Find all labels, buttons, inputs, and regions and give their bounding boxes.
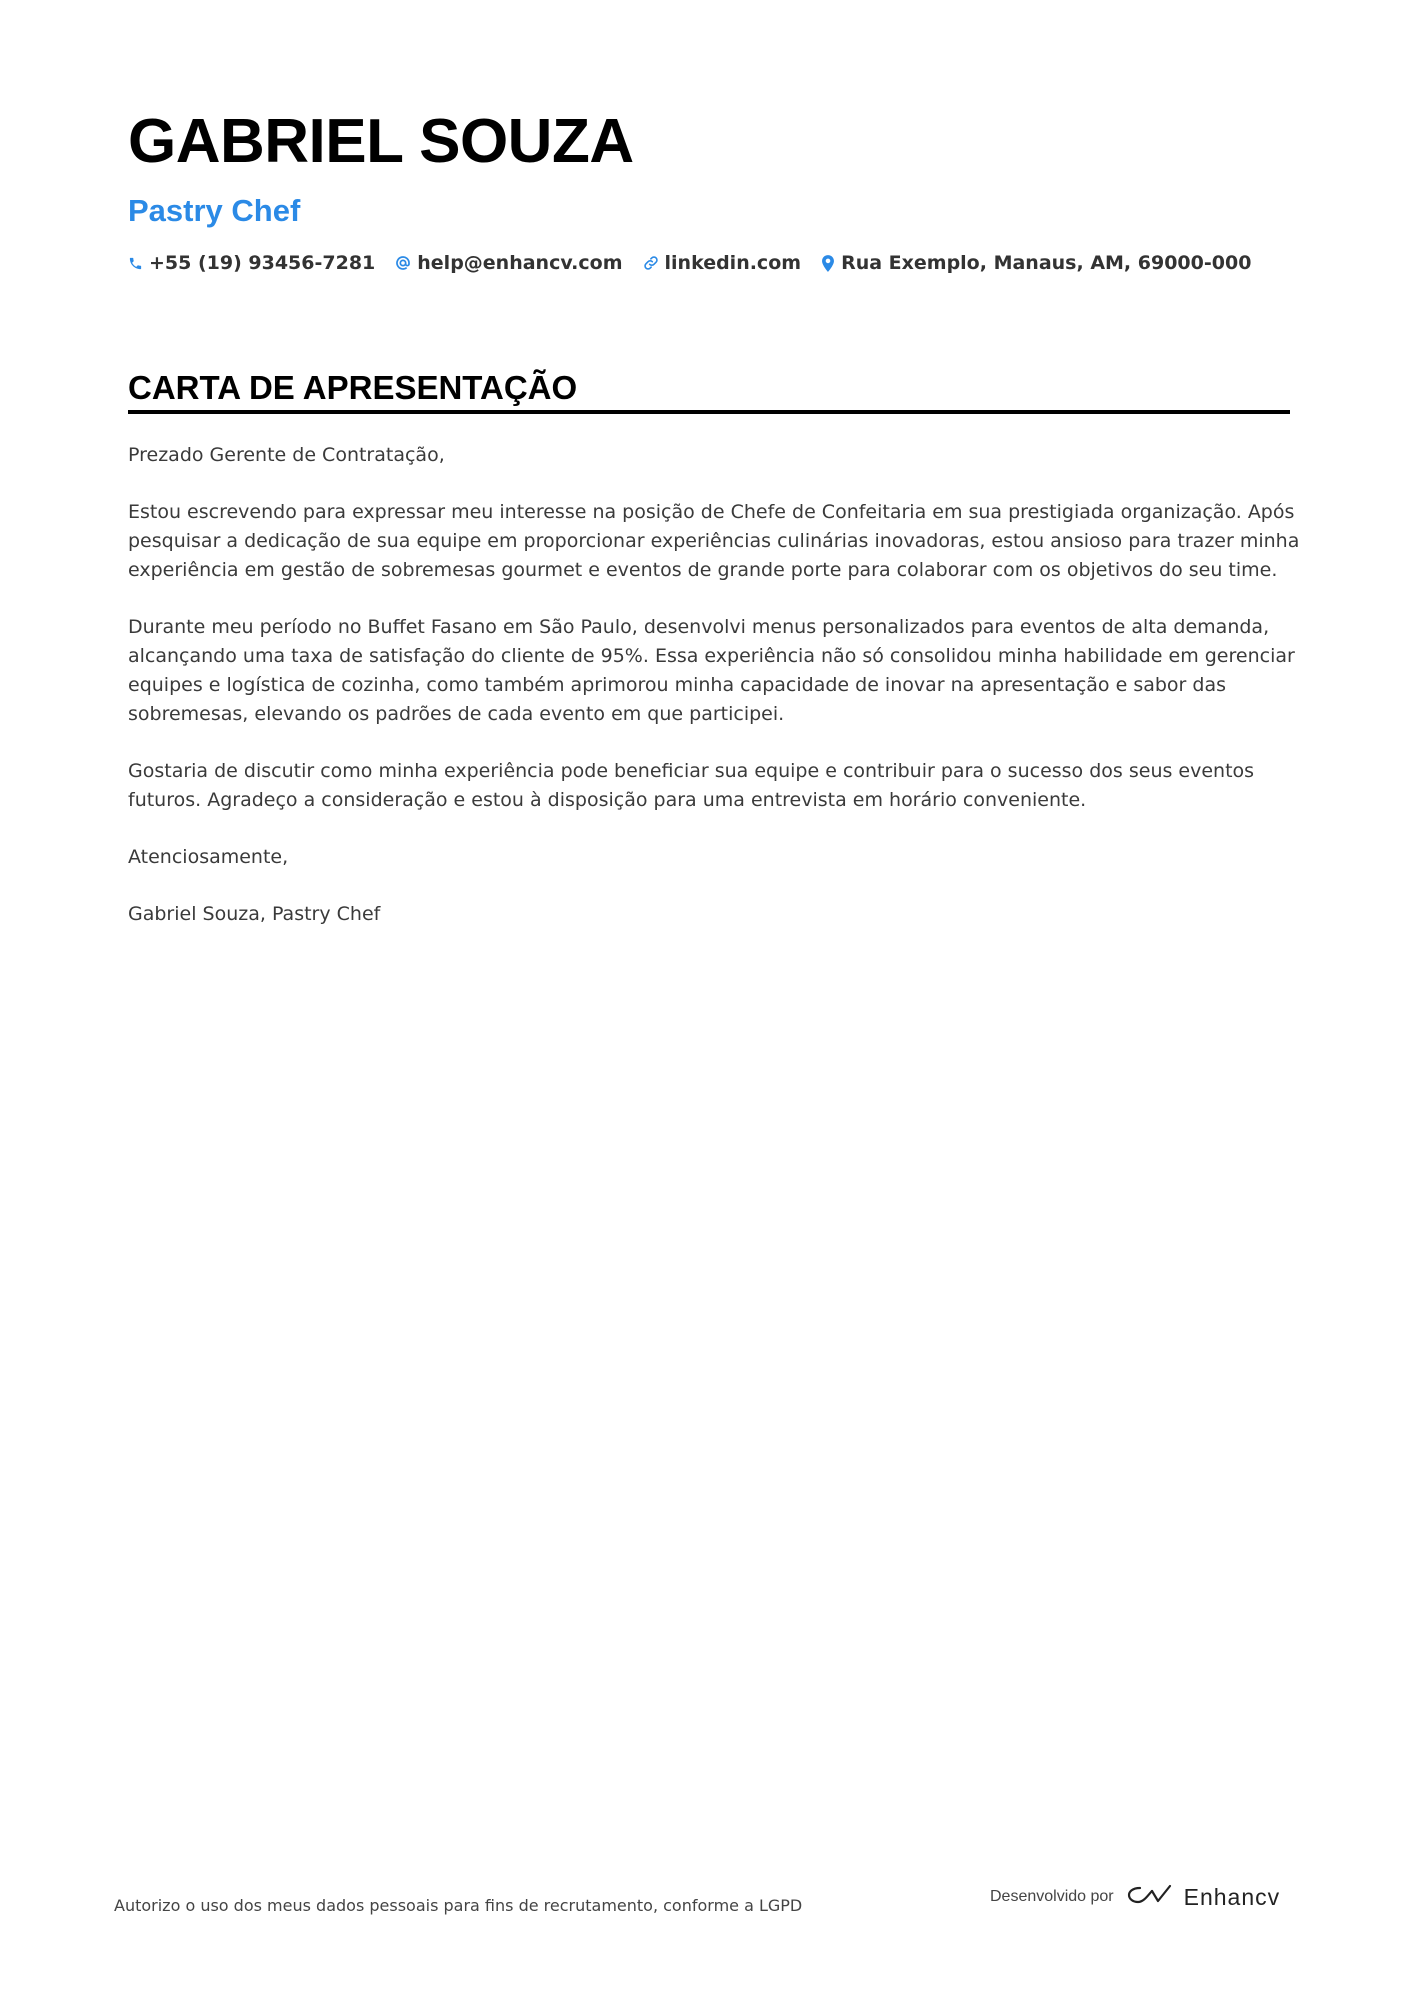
section-divider	[128, 410, 1290, 414]
section-title: CARTA DE APRESENTAÇÃO	[128, 369, 578, 406]
candidate-role: Pastry Chef	[128, 193, 301, 228]
link-icon	[643, 255, 659, 271]
brand-logo[interactable]	[1126, 1882, 1281, 1912]
contact-phone	[128, 252, 375, 274]
phone-icon	[128, 256, 143, 271]
letter-salutation: Prezado Gerente de Contratação,	[128, 444, 445, 466]
letter-paragraph: Gostaria de discutir como minha experiência pode beneficiar sua equipe e contribuir para o sucesso dos seus eventos futuros. Agradeço a consideração e estou à disposição para uma entrevista em horário conveniente.	[128, 760, 1255, 811]
contact-linkedin-text[interactable]: linkedin.com	[664, 252, 802, 274]
contact-phone-text: +55 (19) 93456-7281	[149, 252, 376, 274]
candidate-name: GABRIEL SOUZA	[128, 107, 634, 176]
contact-location	[821, 252, 1251, 274]
location-icon	[821, 255, 835, 272]
contact-location-text: Rua Exemplo, Manaus, AM, 69000-000	[841, 252, 1252, 274]
letter-paragraph: Durante meu período no Buffet Fasano em São Paulo, desenvolvi menus personalizados para eventos de alta demanda, alcançando uma taxa de satisfação do cliente de 95%. Essa experiência não só consolidou minha habilidade em gerenciar equipes e logística de cozinha, como também aprimorou minha capacidade de inovar na apresentação e sabor das sobremesas, elevando os padrões de cada evento em que participei.	[128, 616, 1295, 725]
contact-linkedin[interactable]	[643, 252, 802, 274]
contact-email[interactable]	[395, 252, 622, 274]
consent-note: Autorizo o uso dos meus dados pessoais para fins de recrutamento, conforme a LGPD	[114, 1896, 803, 1915]
at-icon	[395, 255, 411, 271]
letter-paragraph: Estou escrevendo para expressar meu interesse na posição de Chefe de Confeitaria em sua prestigiada organização. Após pesquisar a dedicação de sua equipe em proporcionar experiências culinárias inovadoras, estou ansioso para trazer minha experiência em gestão de sobremesas gourmet e eventos de grande porte para colaborar com os objetivos do seu time.	[128, 501, 1300, 581]
letter-closing: Atenciosamente,	[128, 846, 289, 868]
powered-by[interactable]	[990, 1882, 1280, 1912]
contact-email-text[interactable]: help@enhancv.com	[417, 252, 623, 274]
enhancv-logo-icon	[1126, 1882, 1174, 1912]
letter-body	[128, 441, 1300, 957]
brand-name: Enhancv	[1183, 1883, 1281, 1910]
letter-signature: Gabriel Souza, Pastry Chef	[128, 903, 381, 925]
powered-by-label: Desenvolvido por	[990, 1888, 1114, 1905]
contact-bar	[128, 252, 1251, 274]
